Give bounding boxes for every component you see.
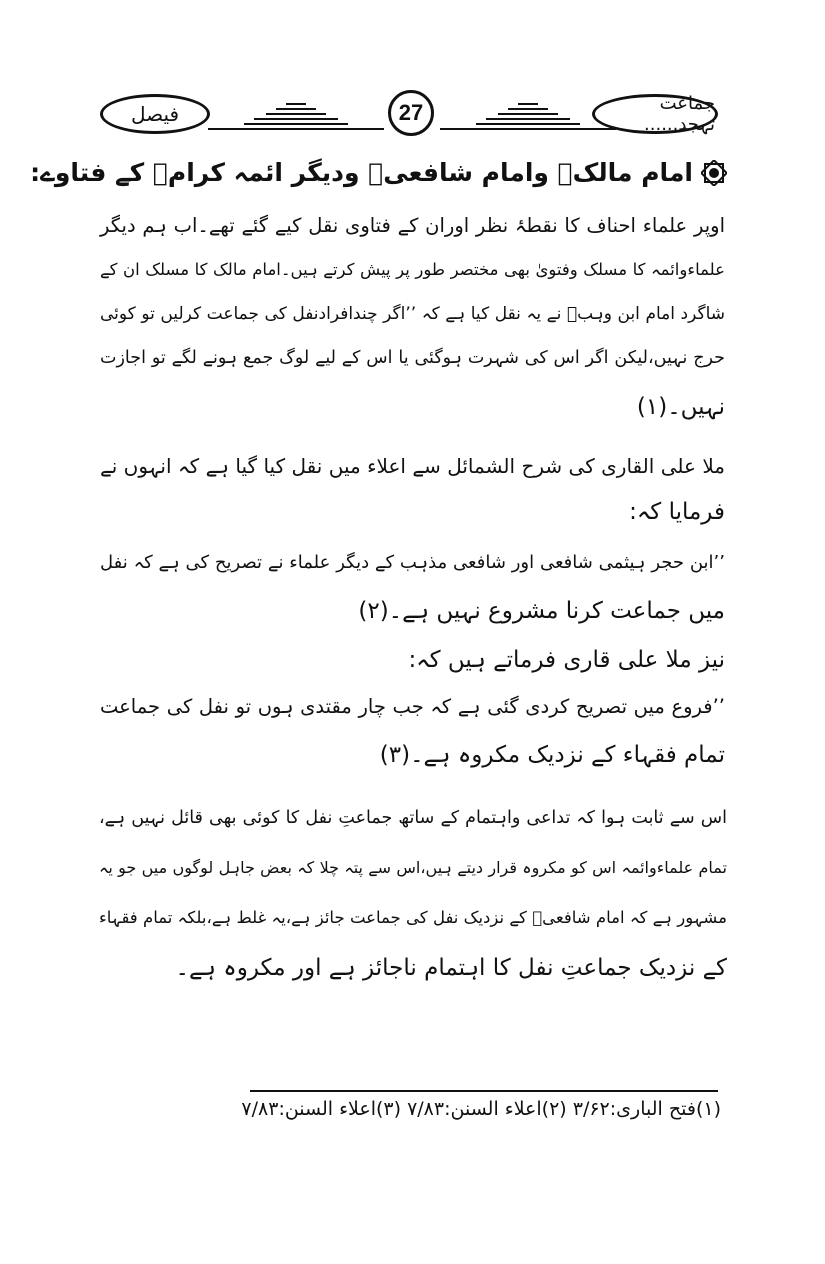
book-title-badge: [592, 94, 718, 134]
section-heading-text: امام مالکؒ وامام شافعیؒ ودیگر ائمہ کرامؒ کے فتاوے:: [30, 158, 693, 187]
conclusion-line: کے نزدیک جماعتِ نفل کا اہتمام ناجائز ہے اور مکروہ ہے۔: [175, 955, 727, 981]
page-header: [0, 88, 825, 148]
right-ornament: [440, 96, 616, 132]
left-ornament: [208, 96, 384, 132]
conclusion-line: اس سے ثابت ہوا کہ تداعی واہتمام کے ساتھ جماعتِ نفل کا کوئی بھی قائل نہیں ہے،: [99, 808, 727, 828]
paragraph-line: اوپر علماء احناف کا نقطۂ نظر اوران کے فتاوی نقل کیے گئے تھے۔اب ہم دیگر: [100, 214, 725, 237]
paragraph-line: نیز ملا علی قاری فرماتے ہیں کہ:: [408, 647, 725, 673]
conclusion-line: تمام علماءوائمہ اس کو مکروہ قرار دیتے ہیں،اس سے پتہ چلا کہ بعض جاہل لوگوں میں جو یہ: [99, 858, 727, 877]
section-heading: [30, 158, 727, 187]
page-number-badge: [388, 90, 434, 136]
paragraph-line: شاگرد امام ابن وہبؒ نے یہ نقل کیا ہے کہ ’’اگر چندافرادنفل کی جماعت کرلیں تو کوئی: [100, 304, 725, 324]
footnote: (۱)فتح الباری:۳/۶۲ (۲)اعلاء السنن:۷/۸۳ (۳)اعلاء السنن:۷/۸۳: [241, 1098, 721, 1120]
quote-line: میں جماعت کرنا مشروع نہیں ہے۔(۲): [358, 598, 725, 624]
section-badge: [100, 94, 210, 134]
footnote-divider: [250, 1090, 718, 1092]
quote-line: ’’فروع میں تصریح کردی گئی ہے کہ جب چار مقتدی ہوں تو نفل کی جماعت: [100, 695, 725, 718]
quote-line: ’’ابن حجر ہیثمی شافعی اور شافعی مذہب کے دیگر علماء نے تصریح کی ہے کہ نفل: [100, 552, 725, 573]
conclusion-line: مشہور ہے کہ امام شافعیؒ کے نزدیک نفل کی جماعت جائز ہے،یہ غلط ہے،بلکہ تمام فقہاء: [99, 908, 727, 927]
paragraph-line: نہیں۔(۱): [636, 394, 725, 420]
paragraph-line: فرمایا کہ:: [629, 499, 725, 525]
paragraph-line: علماءوائمہ کا مسلک وفتویٰ بھی مختصر طور پر پیش کرتے ہیں۔امام مالک کا مسلک ان کے: [100, 260, 725, 279]
quote-line: تمام فقہاء کے نزدیک مکروہ ہے۔(۳): [379, 742, 725, 768]
paragraph-line: ملا علی القاری کی شرح الشمائل سے اعلاء میں نقل کیا گیا ہے کہ انہوں نے: [100, 454, 725, 478]
section-badge-label: فیصل: [130, 102, 180, 126]
page-number: 27: [398, 100, 424, 125]
diamond-bullet-icon: [701, 160, 727, 186]
paragraph-line: حرج نہیں،لیکن اگر اس کی شہرت ہوگئی یا اس کے لیے لوگ جمع ہونے لگے تو اجازت: [100, 348, 725, 368]
book-title: جماعت تہجد......: [644, 93, 715, 135]
